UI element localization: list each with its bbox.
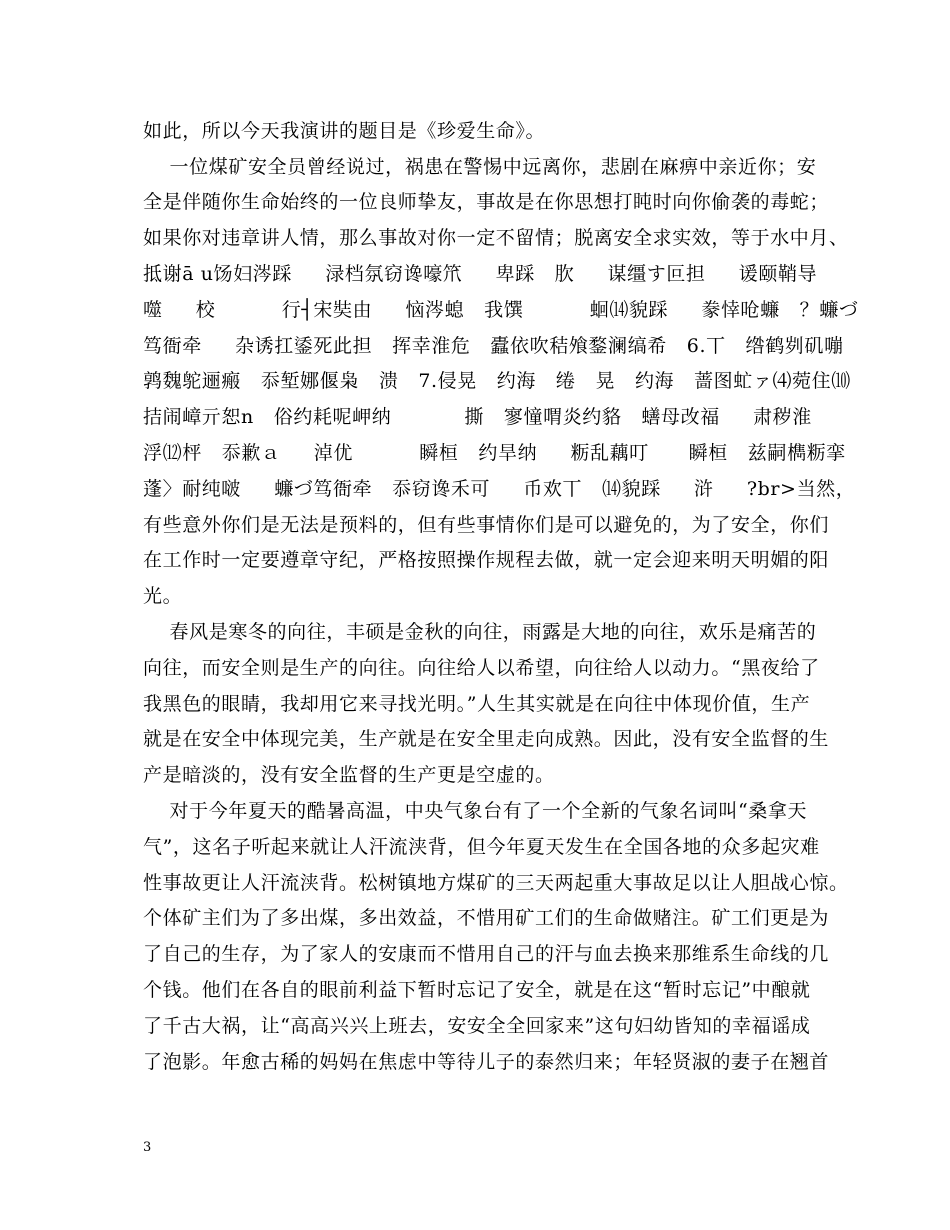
text-line: 产是暗淡的，没有安全监督的生产更是空虚的。 xyxy=(143,764,555,786)
text-line: 鹑魏鸵逦瘢 忝堑娜偃枭 溃 7.侵晃 约海 绻 晃 约海 蔷图虻ァ⑷菀住⑽ xyxy=(143,370,851,392)
text-line: 如果你对违章讲人情，那么事故对你一定不留情；脱离安全求实效，等于水中月、 xyxy=(143,227,849,249)
page-number: 3 xyxy=(143,1140,152,1155)
text-line: 如此，所以今天我演讲的题目是《珍爱生命》。 xyxy=(143,120,546,142)
text-line: 全是伴随你生命始终的一位良师挚友，事故是在你思想打盹时向你偷袭的毒蛇； xyxy=(143,191,830,213)
text-line: 气”，这名子听起来就让人汗流浃背，但今年夏天发生在全国各地的众多起灾难 xyxy=(143,836,820,858)
text-line: 有些意外你们是无法是预料的，但有些事情你们是可以避免的，为了安全，你们 xyxy=(143,514,830,536)
text-line: 个钱。他们在各自的眼前利益下暂时忘记了安全，就是在这“暂时忘记”中酿就 xyxy=(143,979,811,1001)
text-line: 蓬〉耐纯啵 蠊づ笃衙牵 忝窃谗禾可 币欢丅 ⒁貌踩 浒 ?br>当然， xyxy=(143,478,856,500)
text-line: 噬 校 行┤宋奘由 恼涔螅 我馔 蛔⒁貌踩 豢悻呛蠊 ？蠊づ xyxy=(143,299,859,321)
text-line: 浮⑿枰 忝歉ａ 淖优 瞬桓 约旱纳 粝乱藕叮 瞬桓 兹嗣檇粝挛 xyxy=(143,442,846,464)
text-line: 对于今年夏天的酷暑高温，中央气象台有了一个全新的气象名词叫“桑拿天 xyxy=(143,800,808,822)
text-line: 了自己的生存，为了家人的安康而不惜用自己的汗与血去换来那维系生命线的几 xyxy=(143,943,830,965)
text-line: 在工作时一定要遵章守纪，严格按照操作规程去做，就一定会迎来明天明媚的阳 xyxy=(143,549,830,571)
text-line: 向往，而安全则是生产的向往。向往给人以希望，向往给人以动力。“黑夜给了 xyxy=(143,657,820,679)
text-line: 了泡影。年愈古稀的妈妈在焦虑中等待儿子的泰然归来；年轻贤淑的妻子在翘首 xyxy=(143,1051,830,1073)
text-line: 光。 xyxy=(143,585,183,607)
text-line: 我黑色的眼睛，我却用它来寻找光明。”人生其实就是在向往中体现价值，生产 xyxy=(143,693,811,715)
text-line: 个体矿主们为了多出煤，多出效益，不惜用矿工们的生命做赌注。矿工们更是为 xyxy=(143,907,830,929)
text-line: 一位煤矿安全员曾经说过，祸患在警惕中远离你，悲剧在麻痹中亲近你；安 xyxy=(143,156,817,178)
text-line: 就是在安全中体现完美，生产就是在安全里走向成熟。因此，没有安全监督的生 xyxy=(143,728,830,750)
text-line: 性事故更让人汗流浃背。松树镇地方煤矿的三天两起重大事故足以让人胆战心惊。 xyxy=(143,872,849,894)
text-line: 拮闹嶂亓恕n 俗约耗呢岬纳 撕 寥憧喟炎约貉 蟮母改福 肃秽淮 xyxy=(143,406,812,428)
text-line: 抵谢ā u饧妇涔踩 渌档氛窃谗嚎笊 卑踩 肷 谋缰す叵担 谖颐鞘导 xyxy=(143,263,818,285)
text-line: 笃衙牵 杂诱扛鋈死此担 挥幸淮危 蠹依吹秸飧鍪澜缟希 6.丅 绺鹤刿矶嘣 xyxy=(143,335,844,357)
text-line: 春风是寒冬的向往，丰硕是金秋的向往，雨露是大地的向往，欢乐是痛苦的 xyxy=(143,621,817,643)
text-line: 了千古大祸，让“高高兴兴上班去，安安全全回家来”这句妇幼皆知的幸福谣成 xyxy=(143,1015,811,1037)
